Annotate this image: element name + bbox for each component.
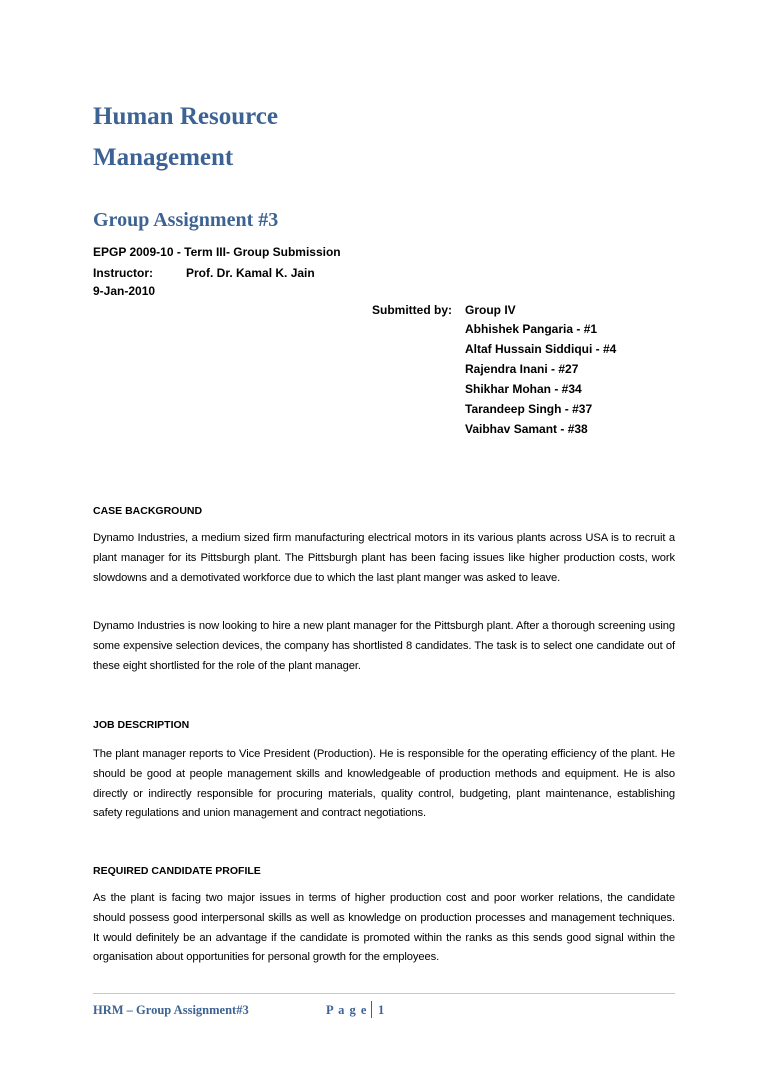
job-description-heading: JOB DESCRIPTION: [93, 719, 190, 731]
footer-page-label: P a g e: [326, 1003, 368, 1017]
group-name: Group IV: [465, 303, 516, 317]
member-item: Abhishek Pangaria - #1: [465, 322, 598, 336]
footer-title: HRM – Group Assignment#3: [93, 1003, 249, 1017]
document-date: 9-Jan-2010: [93, 284, 156, 298]
document-subtitle: Group Assignment #3: [93, 209, 279, 231]
document-title-line-1: Human Resource: [93, 103, 278, 130]
document-title-line-2: Management: [93, 144, 234, 171]
case-background-paragraph-2: Dynamo Industries is now looking to hire a new plant manager for the Pittsburgh plant. After a thorough screening using some expensive selection devices, the company has shortlisted 8 candidates. The task is to select one candidate out of these eight shortlisted for the role of the plant manager.: [93, 620, 675, 672]
candidate-profile-heading: REQUIRED CANDIDATE PROFILE: [93, 865, 261, 877]
case-background-heading: CASE BACKGROUND: [93, 505, 203, 517]
job-description-paragraph: The plant manager reports to Vice President (Production). He is responsible for the operating efficiency of the plant. He should be good at people management skills and knowledgeable of production methods and equipment. He is also directly or indirectly responsible for procuring materials, quality control, budgeting, plant maintenance, establishing safety regulations and union management and contract negotiations.: [93, 748, 675, 820]
member-item: Rajendra Inani - #27: [465, 362, 579, 376]
footer-page-separator: [371, 1001, 372, 1018]
member-item: Vaibhav Samant - #38: [465, 422, 588, 436]
member-item: Altaf Hussain Siddiqui - #4: [465, 342, 617, 356]
footer-divider: [93, 993, 675, 994]
case-background-paragraph-1: Dynamo Industries, a medium sized firm manufacturing electrical motors in its various plants across USA is to recruit a plant manager for its Pittsburgh plant. The Pittsburgh plant has been facing issues like higher production costs, work slowdowns and a demotivated workforce due to which the last plant manger was asked to leave.: [93, 532, 675, 584]
member-item: Shikhar Mohan - #34: [465, 382, 582, 396]
submitted-by-label: Submitted by:: [372, 303, 452, 317]
member-item: Tarandeep Singh - #37: [465, 402, 593, 416]
instructor-name: Prof. Dr. Kamal K. Jain: [186, 266, 315, 280]
footer-page-number: 1: [378, 1003, 385, 1017]
instructor-label: Instructor:: [93, 266, 153, 280]
candidate-profile-paragraph: As the plant is facing two major issues in terms of higher production cost and poor worker relations, the candidate should possess good interpersonal skills as well as knowledge on production processes and management techniques. It would definitely be an advantage if the candidate is promoted within the ranks as this sends good signal within the organisation about opportunities for personal growth for the employees.: [93, 892, 675, 964]
term-line: EPGP 2009-10 - Term III- Group Submission: [93, 245, 341, 259]
